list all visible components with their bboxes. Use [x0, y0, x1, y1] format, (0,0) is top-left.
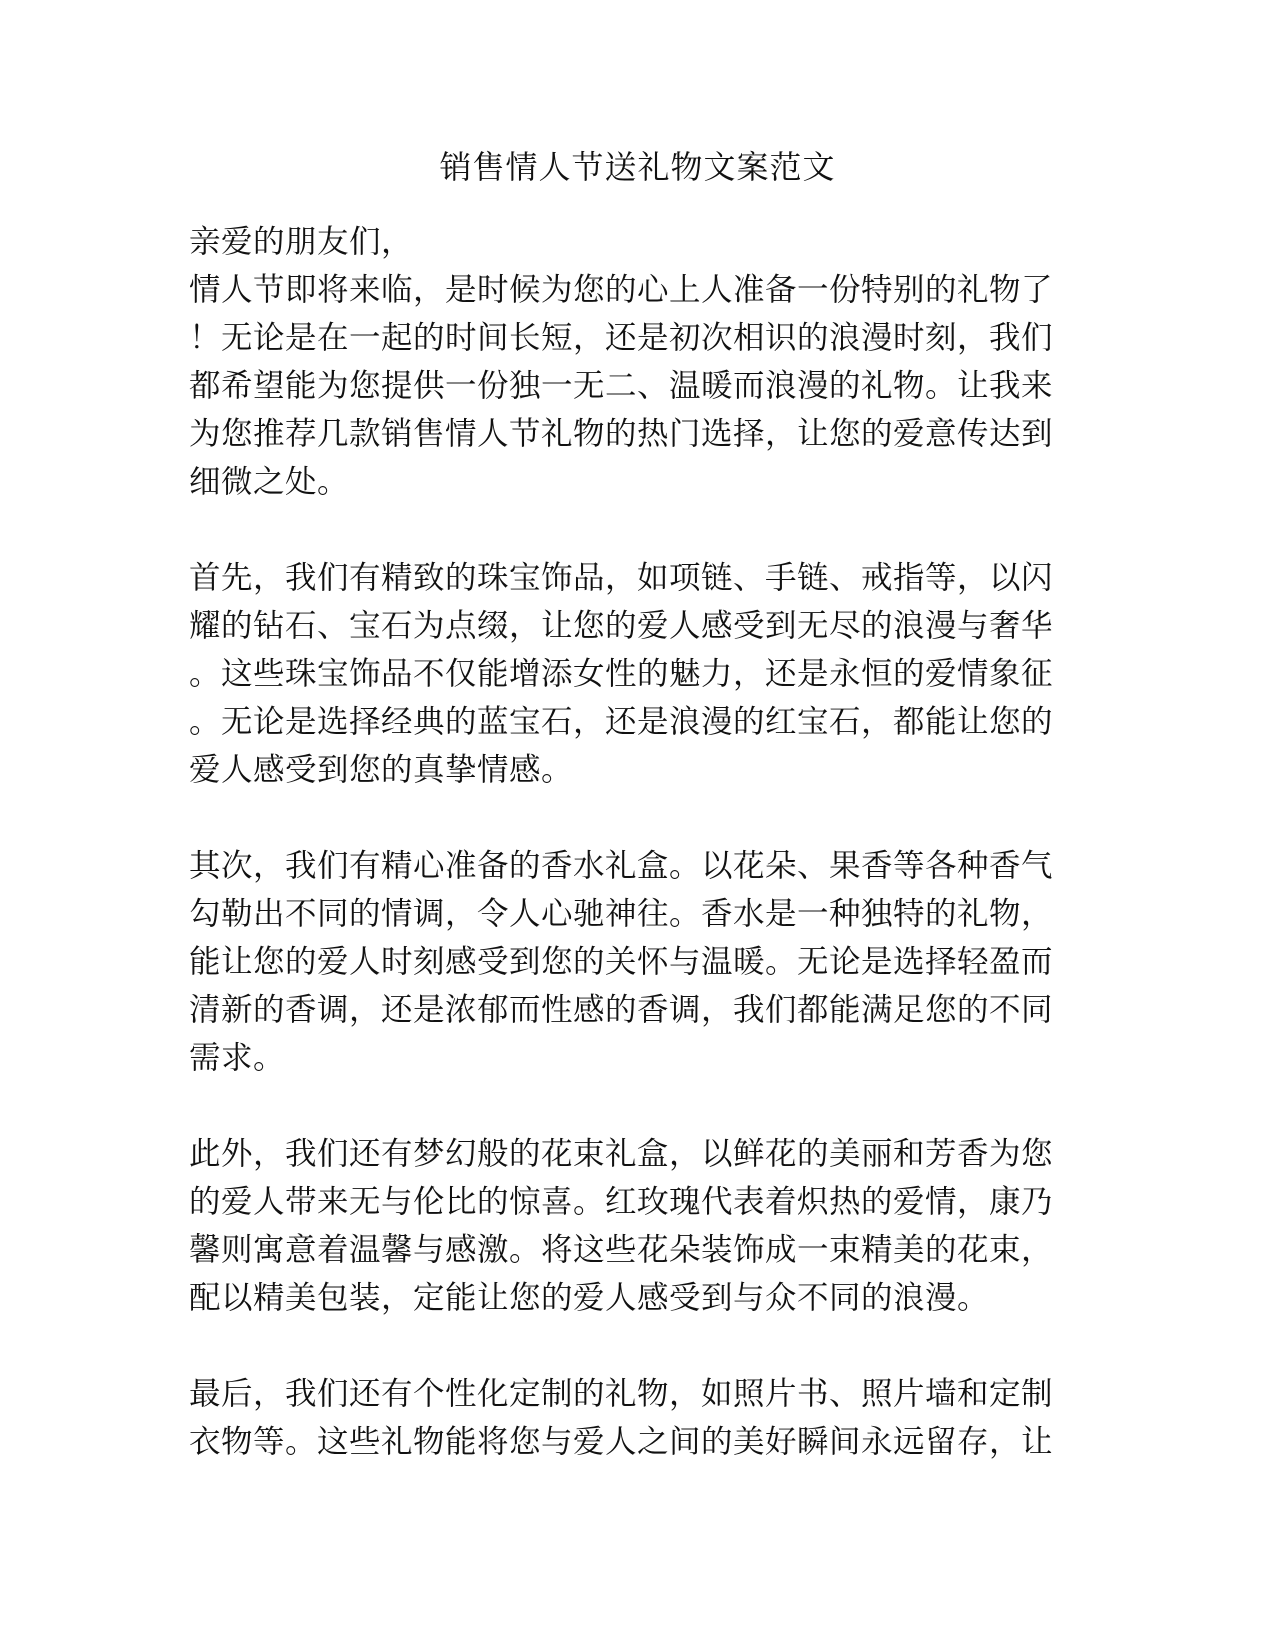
text-line: 馨则寓意着温馨与感激。将这些花朵装饰成一束精美的花束，	[189, 1232, 1054, 1268]
text-line: 需求。	[189, 1040, 286, 1076]
document-title: 销售情人节送礼物文案范文	[439, 148, 836, 186]
text-line: 。这些珠宝饰品不仅能增添女性的魅力，还是永恒的爱情象征	[189, 656, 1054, 692]
text-line: 耀的钻石、宝石为点缀，让您的爱人感受到无尽的浪漫与奢华	[189, 608, 1054, 644]
document-body	[189, 218, 1089, 1466]
paragraph-gap	[189, 794, 1089, 842]
text-line: 情人节即将来临，是时候为您的心上人准备一份特别的礼物了	[189, 272, 1054, 308]
text-line: ！无论是在一起的时间长短，还是初次相识的浪漫时刻，我们	[189, 320, 1054, 356]
paragraph-gap	[189, 1082, 1089, 1130]
text-line: 的爱人带来无与伦比的惊喜。红玫瑰代表着炽热的爱情，康乃	[189, 1184, 1054, 1220]
text-line: 其次，我们有精心准备的香水礼盒。以花朵、果香等各种香气	[189, 848, 1054, 884]
text-line: 能让您的爱人时刻感受到您的关怀与温暖。无论是选择轻盈而	[189, 944, 1054, 980]
text-line: 都希望能为您提供一份独一无二、温暖而浪漫的礼物。让我来	[189, 368, 1054, 404]
text-line: 此外，我们还有梦幻般的花束礼盒，以鲜花的美丽和芳香为您	[189, 1136, 1054, 1172]
text-line: 配以精美包装，定能让您的爱人感受到与众不同的浪漫。	[189, 1280, 990, 1316]
text-line: 勾勒出不同的情调，令人心驰神往。香水是一种独特的礼物，	[189, 896, 1054, 932]
text-line: 衣物等。这些礼物能将您与爱人之间的美好瞬间永远留存，让	[189, 1424, 1054, 1460]
text-line: 亲爱的朋友们，	[189, 224, 414, 260]
text-line: 清新的香调，还是浓郁而性感的香调，我们都能满足您的不同	[189, 992, 1054, 1028]
paragraph-gap	[189, 1322, 1089, 1370]
text-line: 细微之处。	[189, 464, 350, 500]
text-line: 最后，我们还有个性化定制的礼物，如照片书、照片墙和定制	[189, 1376, 1054, 1412]
text-line: 。无论是选择经典的蓝宝石，还是浪漫的红宝石，都能让您的	[189, 704, 1054, 740]
text-line: 首先，我们有精致的珠宝饰品，如项链、手链、戒指等，以闪	[189, 560, 1054, 596]
text-line: 爱人感受到您的真挚情感。	[189, 752, 574, 788]
text-line: 为您推荐几款销售情人节礼物的热门选择，让您的爱意传达到	[189, 416, 1054, 452]
paragraph-gap	[189, 506, 1089, 554]
